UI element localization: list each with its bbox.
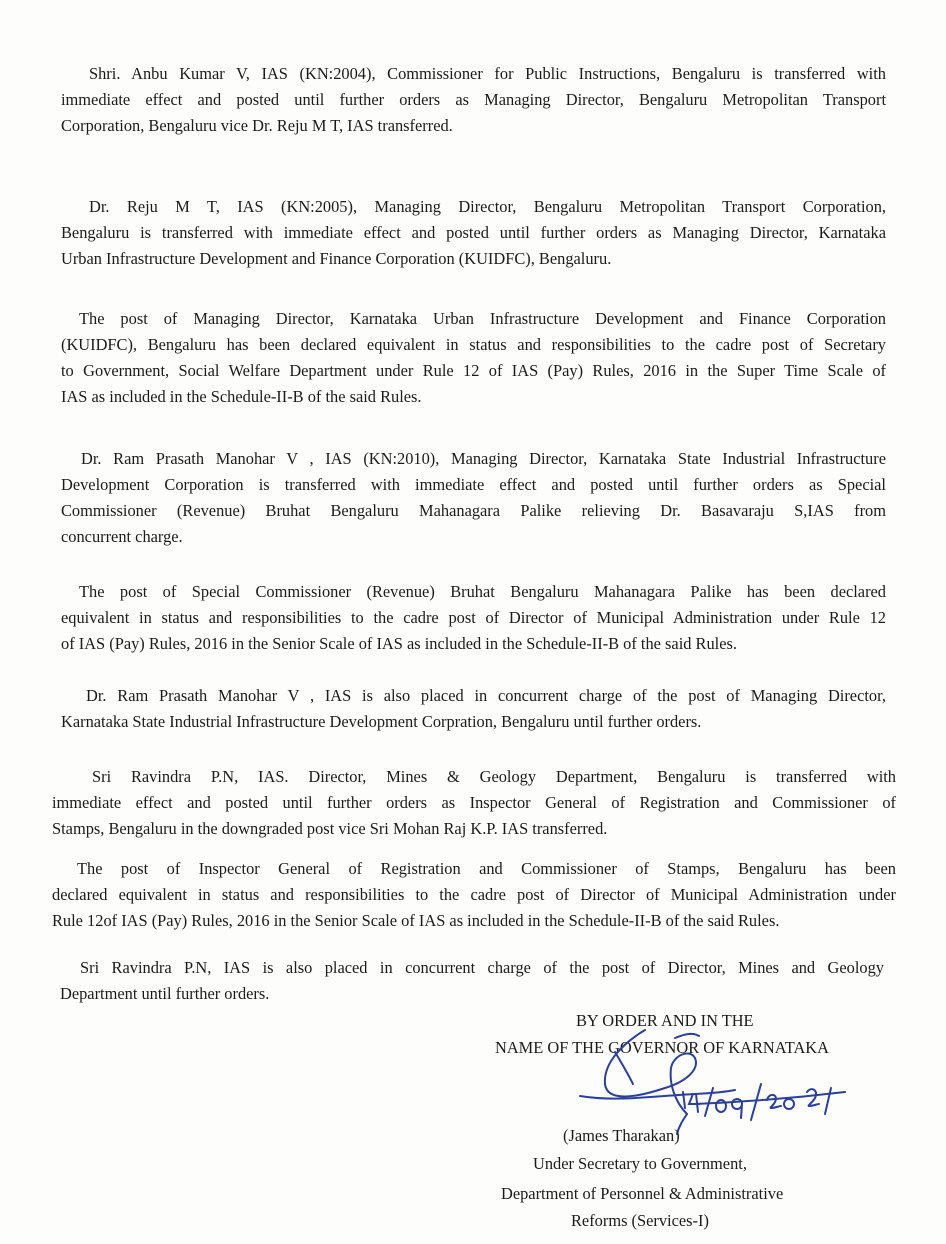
order-paragraph-7	[52, 764, 896, 842]
paragraph-line: IAS as included in the Schedule-II-B of the said Rules.	[61, 387, 422, 406]
order-paragraph-1	[61, 61, 886, 139]
paragraph-line: Urban Infrastructure Development and Finance Corporation (KUIDFC), Bengaluru.	[61, 249, 612, 268]
paragraph-line: Dr. Ram Prasath Manohar V , IAS is also placed in concurrent charge of the post of Managing Director,	[86, 686, 886, 705]
paragraph-line: Karnataka State Industrial Infrastructure Development Corpration, Bengaluru until further orders.	[61, 712, 702, 731]
order-paragraph-6	[61, 683, 886, 735]
paragraph-line: Department until further orders.	[60, 984, 270, 1003]
paragraph-line: to Government, Social Welfare Department under Rule 12 of IAS (Pay) Rules, 2016 in the Super Time Scale of	[61, 361, 886, 380]
paragraph-line: equivalent in status and responsibilities to the cadre post of Director of Municipal Administration under Rule 12	[61, 608, 886, 627]
paragraph-line: Commissioner (Revenue) Bruhat Bengaluru Mahanagara Palike relieving Dr. Basavaraju S,IAS from	[61, 501, 886, 520]
order-paragraph-9	[60, 955, 884, 1007]
order-line-2: NAME OF THE GOVERNOR OF KARNATAKA	[495, 1038, 829, 1057]
order-line-1: BY ORDER AND IN THE	[576, 1011, 754, 1030]
paragraph-line: Sri Ravindra P.N, IAS is also placed in concurrent charge of the post of Director, Mines and Geology	[80, 958, 884, 977]
paragraph-line: Dr. Reju M T, IAS (KN:2005), Managing Director, Bengaluru Metropolitan Transport Corporation,	[89, 197, 886, 216]
order-paragraph-8	[52, 856, 896, 934]
paragraph-line: Shri. Anbu Kumar V, IAS (KN:2004), Commissioner for Public Instructions, Bengaluru is transferred with	[89, 64, 886, 83]
paragraph-line: The post of Inspector General of Registration and Commissioner of Stamps, Bengaluru has been	[77, 859, 896, 878]
paragraph-line: Rule 12of IAS (Pay) Rules, 2016 in the Senior Scale of IAS as included in the Schedule-II-B of the said Rules.	[52, 911, 780, 930]
paragraph-line: The post of Managing Director, Karnataka Urban Infrastructure Development and Finance Corporation	[79, 309, 886, 328]
paragraph-line: concurrent charge.	[61, 527, 183, 546]
order-paragraph-3	[61, 306, 886, 410]
paragraph-line: The post of Special Commissioner (Revenue) Bruhat Bengaluru Mahanagara Palike has been declared	[79, 582, 886, 601]
paragraph-line: (KUIDFC), Bengaluru has been declared equivalent in status and responsibilities to the cadre post of Secretary	[61, 335, 886, 354]
order-paragraph-5	[61, 579, 886, 657]
paragraph-line: Stamps, Bengaluru in the downgraded post vice Sri Mohan Raj K.P. IAS transferred.	[52, 819, 608, 838]
department-line-2: Reforms (Services-I)	[571, 1211, 709, 1230]
paragraph-line: Development Corporation is transferred with immediate effect and posted until further orders as Special	[61, 475, 886, 494]
paragraph-line: Corporation, Bengaluru vice Dr. Reju M T, IAS transferred.	[61, 116, 453, 135]
paragraph-line: immediate effect and posted until further orders as Inspector General of Registration and Commissioner of	[52, 793, 896, 812]
paragraph-line: Dr. Ram Prasath Manohar V , IAS (KN:2010), Managing Director, Karnataka State Industrial Infrastructure	[81, 449, 886, 468]
paragraph-line: Bengaluru is transferred with immediate effect and posted until further orders as Managing Director, Karnataka	[61, 223, 886, 242]
department-line-1: Department of Personnel & Administrative	[501, 1184, 784, 1203]
signatory-name: (James Tharakan)	[563, 1126, 680, 1145]
order-paragraph-2	[61, 194, 886, 272]
paragraph-line: immediate effect and posted until further orders as Managing Director, Bengaluru Metropolitan Transport	[61, 90, 886, 109]
paragraph-line: Sri Ravindra P.N, IAS. Director, Mines & Geology Department, Bengaluru is transferred with	[92, 767, 896, 786]
order-paragraph-4	[61, 446, 886, 550]
paragraph-line: of IAS (Pay) Rules, 2016 in the Senior Scale of IAS as included in the Schedule-II-B of the said Rules.	[61, 634, 737, 653]
signatory-designation: Under Secretary to Government,	[533, 1154, 747, 1173]
paragraph-line: declared equivalent in status and responsibilities to the cadre post of Director of Municipal Administration under	[52, 885, 896, 904]
